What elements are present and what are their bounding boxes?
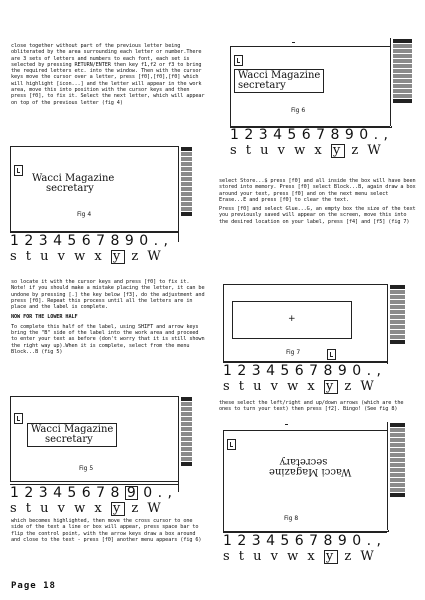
label-line-2: secretary	[46, 183, 94, 194]
paragraph: close together without part of the previous letter being obliterated by the area surrounding each letter or number.There are 3 sets of letters and numbers to each font, each set is selected by pressing RETURN/ENTER then key f1,f2 or f3 to bring the required letters etc. into the window. Then with the cursor keys move the cursor over a letter, press [f0],[f0],[f0] which will highlight [icon...] and the letter will appear in the work area, move this into position with the cursor keys and then press [f0], to fix it. Select the next letter, which will appear on top of the previous letter (fig 4)	[11, 43, 205, 106]
screen	[223, 284, 389, 362]
character-set	[10, 232, 178, 264]
selected-letter[interactable]: y	[325, 379, 336, 394]
label-box[interactable]	[27, 423, 117, 447]
letters-row: s t u v w x y z W	[230, 143, 384, 158]
letters-row: s t u v w x y z W	[10, 249, 164, 264]
figure-6	[230, 38, 420, 166]
tool-panel[interactable]	[387, 422, 406, 530]
selected-letter[interactable]: y	[112, 501, 123, 516]
menu-icon[interactable]	[234, 55, 243, 66]
digits-row: 1 2 3 4 5 6 7 8 9 0 . ,	[223, 363, 382, 379]
fig-caption: Fig 8	[284, 515, 299, 522]
fig-caption: Fig 5	[79, 465, 94, 472]
paragraph: which becomes highlighted, then move the cross cursor to one side of the text a line or box will appear, press space bar to flip the control point, with the arrow keys draw a box around and close to the text - press [f0] another menu appears (fig 6)	[11, 518, 202, 543]
digits-row: 1 2 3 4 5 6 7 8 9 0 . ,	[10, 485, 173, 501]
text-block-4	[219, 178, 417, 228]
selected-letter[interactable]: y	[332, 143, 343, 158]
label-line-1: Wacci Magazine	[269, 466, 352, 477]
label-line-2: secretary	[279, 456, 328, 467]
figure-4	[10, 146, 206, 274]
tool-panel[interactable]	[387, 284, 406, 364]
character-set	[230, 126, 390, 158]
letters-row: s t u v w x y z W	[223, 379, 377, 394]
character-set	[223, 532, 387, 564]
selected-letter[interactable]: y	[325, 549, 336, 564]
digits-row: 1 2 3 4 5 6 7 8 9 0 . ,	[223, 533, 382, 549]
label-flipped	[266, 455, 354, 477]
text-block-intro	[11, 43, 207, 109]
screen	[230, 46, 392, 128]
subheading: NOW FOR THE LOWER HALF	[11, 314, 78, 321]
menu-icon[interactable]	[14, 165, 23, 176]
paragraph: these select the left/right and up/down arrows (which are the ones to turn your text) then press [f2]. Bingo! (See fig 8)	[219, 400, 404, 413]
text-block-2	[11, 279, 207, 358]
screen	[223, 430, 389, 532]
page-number: Page 18	[11, 581, 56, 591]
label-line-1: Wacci Magazine	[238, 70, 321, 81]
fig-caption: Fig 7	[286, 349, 301, 356]
label-line-1: Wacci Magazine	[31, 424, 114, 435]
menu-icon[interactable]	[327, 349, 336, 360]
screen	[10, 396, 180, 482]
text-block-3	[11, 518, 207, 546]
figure-7	[223, 284, 419, 406]
label-box[interactable]	[234, 69, 324, 93]
fig-caption: Fig 6	[291, 107, 306, 114]
screen	[10, 146, 180, 232]
paragraph: so locate it with the cursor keys and press [f0] to fix it. Note! if you should make a mistake placing the letter, it can be undone by pressing [.] the key below [f3], do the adjustment and press [f0]. Repeat this process until all the letters are in place and the label is complete.	[11, 279, 205, 311]
tool-panel[interactable]	[390, 38, 413, 126]
label-line-1: Wacci Magazine	[32, 173, 115, 184]
paragraph: To complete this half of the label, using SHIFT and arrow keys bring the "B" side of the label into the work area and proceed to enter your text as before (don't worry that it is still shown the right way up).When it is complete, select from the menu Block...B (fig 5)	[11, 323, 205, 355]
label-line-2: secretary	[45, 434, 93, 445]
letters-row: s t u v w x y z W	[10, 501, 164, 516]
letters-row: s t u v w x y z W	[223, 549, 377, 564]
paragraph: Press [f0] and select Glue...G, an empty box the size of the text you previously saved will appear on the screen, move this into the desired location on your label, press [f4] and [f5] (fig 7)	[219, 206, 416, 225]
selected-digit[interactable]: 9	[126, 485, 137, 501]
cross-cursor-icon: +	[288, 314, 296, 324]
tool-panel[interactable]	[178, 146, 193, 242]
tool-panel[interactable]	[178, 396, 193, 492]
character-set	[10, 484, 178, 516]
glue-box[interactable]	[232, 301, 352, 339]
label-line-2: secretary	[238, 80, 286, 91]
menu-icon[interactable]	[227, 439, 236, 450]
digits-row: 1 2 3 4 5 6 7 8 9 0 . ,	[230, 127, 389, 143]
text-block-5	[219, 400, 417, 416]
character-set	[223, 362, 387, 394]
digits-row: 1 2 3 4 5 6 7 8 9 0 . ,	[10, 233, 169, 249]
selected-letter[interactable]: y	[112, 249, 123, 264]
menu-icon[interactable]	[14, 413, 23, 424]
fig-caption: Fig 4	[77, 211, 92, 218]
label-text	[29, 173, 117, 195]
figure-5	[10, 396, 206, 520]
paragraph: select Store...$ press [f0] and all inside the box will have been stored into memory. Press [f0] select Block...B, again draw a box around your text, press [f0] and on the next menu select Erase...E and press [f0] to clear the text.	[219, 178, 416, 203]
figure-8	[223, 422, 419, 572]
